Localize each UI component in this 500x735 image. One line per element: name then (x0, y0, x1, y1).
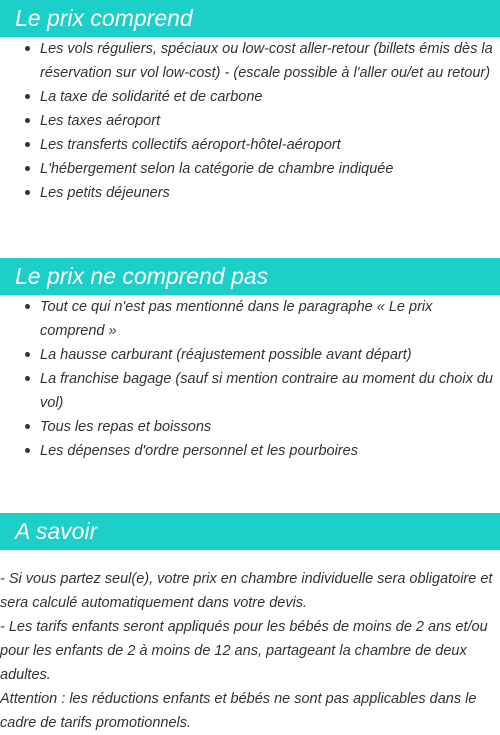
bullet-icon (25, 352, 30, 357)
list-item: La hausse carburant (réajustement possible avant départ) (25, 343, 500, 367)
bullet-icon (25, 424, 30, 429)
section-title-price-excludes: Le prix ne comprend pas (0, 258, 500, 295)
bullet-icon (25, 118, 30, 123)
section-title-good-to-know: A savoir (0, 513, 500, 550)
list-item: Les petits déjeuners (25, 181, 500, 205)
bullet-icon (25, 448, 30, 453)
info-paragraph: - Si vous partez seul(e), votre prix en chambre individuelle sera obligatoire et sera calculé automatiquement dans votre devis. (0, 571, 493, 611)
bullet-icon (25, 376, 30, 381)
good-to-know-section (0, 513, 500, 735)
list-item: La franchise bagage (sauf si mention contraire au moment du choix du vol) (25, 367, 500, 415)
info-paragraph: Attention : les réductions enfants et bébés ne sont pas applicables dans le cadre de tarifs promotionnels. (0, 691, 477, 731)
bullet-icon (25, 304, 30, 309)
bullet-icon (25, 46, 30, 51)
list-item: Tout ce qui n'est pas mentionné dans le paragraphe « Le prix comprend » (25, 295, 500, 343)
list-item: Les dépenses d'ordre personnel et les pourboires (25, 439, 500, 463)
bullet-icon (25, 142, 30, 147)
list-item: Tous les repas et boissons (25, 415, 500, 439)
price-excludes-list (0, 295, 500, 463)
list-item: L'hébergement selon la catégorie de chambre indiquée (25, 157, 500, 181)
price-includes-section (0, 0, 500, 205)
list-item: La taxe de solidarité et de carbone (25, 85, 500, 109)
list-item: Les vols réguliers, spéciaux ou low-cost aller-retour (billets émis dès la réservation sur vol low-cost) - (escale possible à l'aller ou/et au retour) (25, 37, 500, 85)
info-paragraph: - Les tarifs enfants seront appliqués pour les bébés de moins de 2 ans et/ou pour les enfants de 2 à moins de 12 ans, partageant la chambre de deux adultes. (0, 619, 488, 683)
bullet-icon (25, 166, 30, 171)
price-includes-list (0, 37, 500, 205)
bullet-icon (25, 94, 30, 99)
bullet-icon (25, 190, 30, 195)
good-to-know-text (0, 567, 500, 735)
price-excludes-section (0, 258, 500, 463)
list-item: Les taxes aéroport (25, 109, 500, 133)
list-item: Les transferts collectifs aéroport-hôtel-aéroport (25, 133, 500, 157)
section-title-price-includes: Le prix comprend (0, 0, 500, 37)
